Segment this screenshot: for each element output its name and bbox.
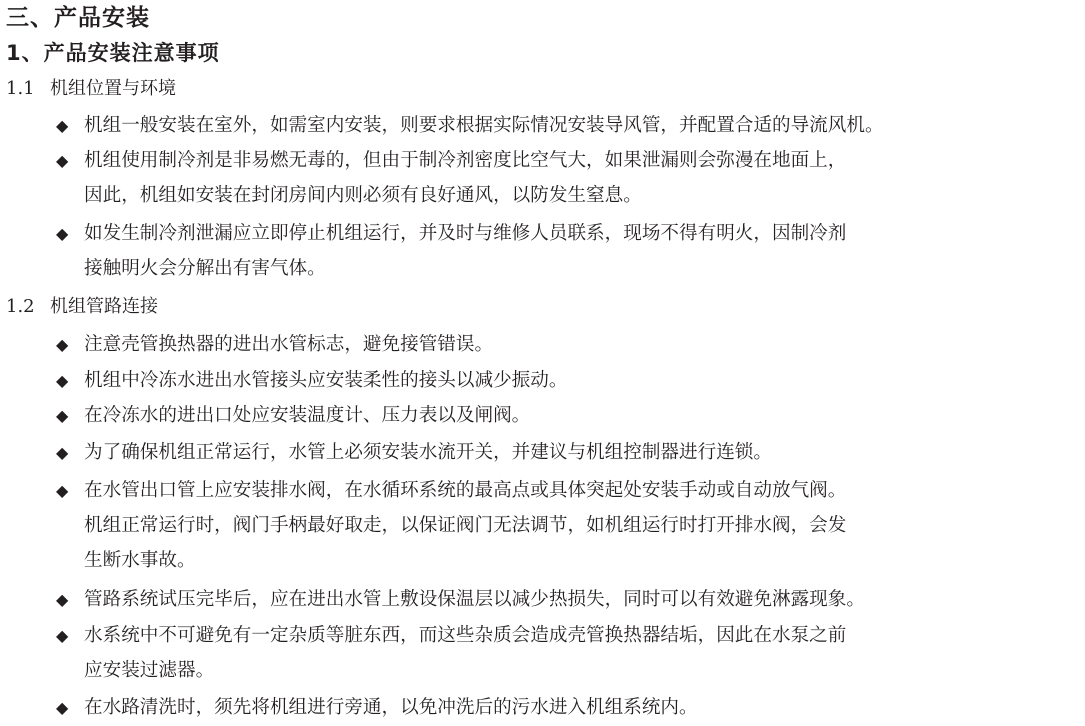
diamond-bullet-icon: ◆: [56, 590, 69, 609]
diamond-bullet-icon: ◆: [56, 626, 69, 645]
diamond-bullet-icon: ◆: [56, 116, 69, 135]
subsection-number: 1.1: [6, 78, 35, 99]
list-item: [56, 216, 1056, 286]
list-item-text: 如发生制冷剂泄漏应立即停止机组运行，并及时与维修人员联系，现场不得有明火，因制冷剂 接触明火会分解出有害气体。: [84, 223, 847, 279]
list-item-text: 在水管出口管上应安装排水阀，在水循环系统的最高点或具体突起处安装手动或自动放气阀。 机组正常运行时，阀门手柄最好取走，以保证阀门无法调节，如机组运行时打开排水阀，会发 生断水事故。: [84, 480, 847, 571]
list-item: [56, 435, 1056, 470]
list-item-text: 机组一般安装在室外，如需室内安装，则要求根据实际情况安装导风管，并配置合适的导流风机。: [84, 115, 884, 136]
list-item: [56, 473, 1056, 578]
diamond-bullet-icon: ◆: [56, 406, 69, 425]
diamond-bullet-icon: ◆: [56, 224, 69, 243]
diamond-bullet-icon: ◆: [56, 481, 69, 500]
list-item-text: 机组中冷冻水进出水管接头应安装柔性的接头以减少振动。: [84, 370, 568, 391]
list-item-text: 注意壳管换热器的进出水管标志，避免接管错误。: [84, 334, 494, 355]
subsection-number: 1.2: [6, 296, 35, 317]
diamond-bullet-icon: ◆: [56, 335, 69, 354]
list-item: [56, 327, 1056, 362]
diamond-bullet-icon: ◆: [56, 443, 69, 462]
list-item-text: 水系统中不可避免有一定杂质等脏东西，而这些杂质会造成壳管换热器结垢，因此在水泵之前 应安装过滤器。: [84, 625, 847, 681]
chapter-heading: 三、产品安装: [6, 5, 150, 31]
list-item: [56, 582, 1056, 617]
subsection-title-1-2: [6, 295, 158, 319]
list-item: [56, 618, 1056, 688]
list-item: [56, 690, 1056, 725]
diamond-bullet-icon: ◆: [56, 371, 69, 390]
diamond-bullet-icon: ◆: [56, 151, 69, 170]
list-item: [56, 108, 1056, 143]
list-item: [56, 143, 1056, 213]
list-item-text: 在冷冻水的进出口处应安装温度计、压力表以及闸阀。: [84, 405, 531, 426]
list-item-text: 为了确保机组正常运行，水管上必须安装水流开关，并建议与机组控制器进行连锁。: [84, 442, 772, 463]
subsection-title-text: 机组位置与环境: [50, 78, 176, 99]
list-item: [56, 398, 1056, 433]
subsection-title-1-1: [6, 77, 176, 101]
section-heading: 1、产品安装注意事项: [6, 41, 220, 65]
diamond-bullet-icon: ◆: [56, 698, 69, 717]
list-item-text: 在水路清洗时，须先将机组进行旁通，以免冲洗后的污水进入机组系统内。: [84, 697, 698, 718]
list-item-text: 管路系统试压完毕后，应在进出水管上敷设保温层以减少热损失，同时可以有效避免淋露现象。: [84, 589, 865, 610]
subsection-title-text: 机组管路连接: [50, 296, 158, 317]
list-item: [56, 363, 1056, 398]
list-item-text: 机组使用制冷剂是非易燃无毒的，但由于制冷剂密度比空气大，如果泄漏则会弥漫在地面上， 因此，机组如安装在封闭房间内则必须有良好通风，以防发生窒息。: [84, 150, 847, 206]
